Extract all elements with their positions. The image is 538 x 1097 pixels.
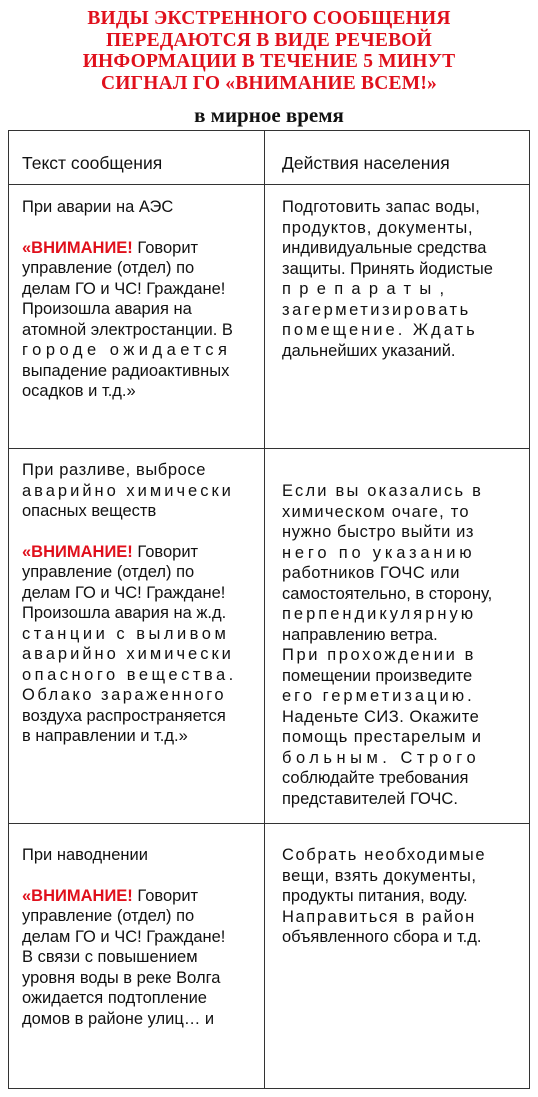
title-line-4: СИГНАЛ ГО «ВНИМАНИЕ ВСЕМ!» <box>100 72 437 94</box>
alert-label: «ВНИМАНИЕ! <box>22 238 133 257</box>
row-1-message-cell <box>22 197 251 402</box>
title-line-2: ПЕРЕДАЮТСЯ В ВИДЕ РЕЧЕВОЙ <box>105 29 433 51</box>
row-1-actions-cell: Подготовить запас воды, продуктов, документы, индивидуальные средства защиты. Принять йодистые препараты, загерметизировать помещение. Ждать дальнейших указаний. <box>282 198 493 360</box>
row-2-category: При разливе, выбросе аварийно химически опасных веществ <box>22 461 234 520</box>
alert-label: «ВНИМАНИЕ! <box>22 542 133 561</box>
subtitle: в мирное время <box>194 103 344 127</box>
header-divider <box>8 184 530 185</box>
row-3-message: «ВНИМАНИЕ! Говорит управление (отдел) по делам ГО и ЧС! Граждане! В связи с повышением уровня воды в реке Волга ожидается подтопление домов в районе улиц… и <box>22 886 226 1028</box>
header-population-actions: Действия населения <box>282 153 450 173</box>
row-2-message-cell <box>22 460 251 747</box>
title-line-3: ИНФОРМАЦИИ В ТЕЧЕНИЕ 5 МИНУТ <box>82 51 456 72</box>
title-line-1: ВИДЫ ЭКСТРЕННОГО СООБЩЕНИЯ <box>87 8 451 29</box>
column-divider <box>264 130 265 1089</box>
row-2-message: «ВНИМАНИЕ! Говорит управление (отдел) по делам ГО и ЧС! Граждане! Произошла авария на ж.д. станции с выливом аварийно химически опасного вещества. Облако зараженного воздуха распространяется в направлении и т.д.» <box>22 542 237 745</box>
row-3-actions-cell: Собрать необходимые вещи, взять документы, продукты питания, воду. Направиться в район объявленного сбора и т.д. <box>282 846 487 946</box>
row-divider-1 <box>8 448 530 449</box>
row-2-actions-cell: Если вы оказались в химическом очаге, то нужно быстро выйти из него по указанию работников ГОЧС или самостоятельно, в сторону, перпендикулярную направлению ветра. При прохождении в помещении произведите его герметизацию. Наденьте СИЗ. Окажите помощь престарелым и больным. Строго соблюдайте требования представителей ГОЧС. <box>282 482 493 808</box>
row-3-message-cell <box>22 845 251 1029</box>
header-message-text: Текст сообщения <box>22 153 163 173</box>
alert-label: «ВНИМАНИЕ! <box>22 886 133 905</box>
poster-title <box>0 8 538 94</box>
row-3-category: При наводнении <box>22 846 148 864</box>
row-divider-2 <box>8 823 530 824</box>
row-1-category: При аварии на АЭС <box>22 198 174 216</box>
row-1-message: «ВНИМАНИЕ! Говорит управление (отдел) по делам ГО и ЧС! Граждане! Произошла авария на атомной электростанции. В городе ожидается выпадение радиоактивных осадков и т.д.» <box>22 238 233 400</box>
